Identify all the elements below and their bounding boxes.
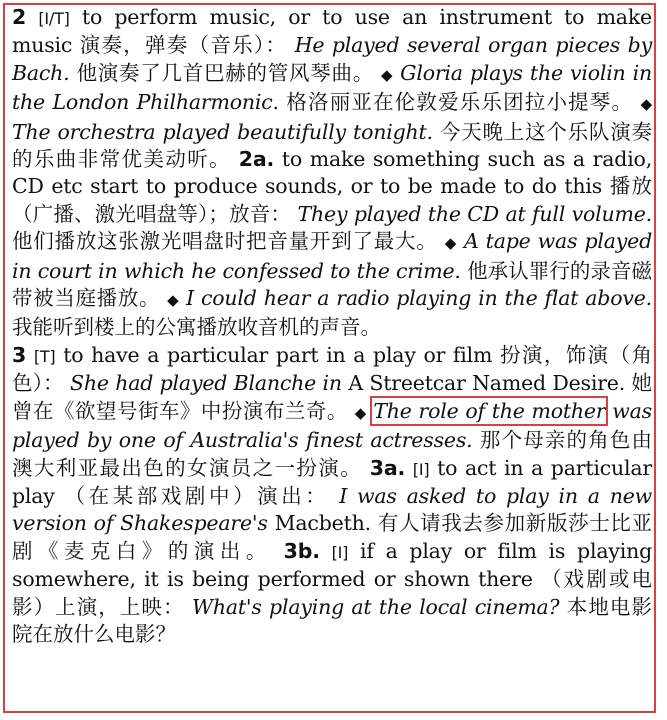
- sense-number: 3: [12, 342, 27, 367]
- definition: if a play or film is playing somewhere, it is being performed or shown there: [12, 538, 653, 592]
- separator-diamond: ◆: [354, 403, 367, 422]
- example-translation: 我能听到楼上的公寓播放收音机的声音。: [12, 315, 381, 340]
- grammar-code: [I]: [331, 542, 349, 562]
- example-translation: 他演奏了几首巴赫的管风琴曲。: [76, 60, 374, 85]
- example: I could hear a radio playing in the flat above.: [186, 286, 652, 311]
- translation: 扮演，饰演（角色）：: [12, 342, 652, 396]
- example: Gloria plays the violin in the London Philharmonic.: [12, 60, 652, 115]
- highlighted-phrase: The role of the mother: [373, 398, 606, 423]
- grammar-code: [I]: [412, 459, 430, 479]
- sense-number: 2a.: [238, 147, 275, 172]
- example-translation: 他们播放这张激光唱盘时把音量开到了最大。: [12, 229, 438, 254]
- example: The orchestra played beautifully tonight.: [12, 119, 433, 144]
- definition: to make something such as a radio, CD etc start to produce sounds, or to be made to do this: [12, 147, 653, 199]
- example: They played the CD at full volume.: [297, 201, 652, 226]
- translation: 播放（广播、激光唱盘等）；放音：: [12, 174, 652, 226]
- sense-number: 3a.: [369, 455, 406, 480]
- example-translation: 他承认罪行的录音磁带被当庭播放。: [12, 258, 653, 311]
- dictionary-entry-play: [12, 4, 652, 648]
- separator-diamond: ◆: [640, 95, 652, 114]
- definition: to perform music, or to use an instrument to make music: [12, 5, 652, 58]
- sense-3: [12, 342, 652, 648]
- definition: to have a particular part in a play or film: [63, 342, 493, 367]
- example: I was asked to play in a new version of Shakespeare's: [12, 483, 652, 536]
- example-translation: 格洛丽亚在伦敦爱乐乐团拉小提琴。: [286, 90, 634, 115]
- example: was played by one of Australia's finest actresses.: [12, 398, 652, 453]
- separator-diamond: ◆: [381, 65, 394, 84]
- translation: （在某部戏剧中）演出：: [64, 483, 330, 508]
- translation: （戏剧或电影）上演，上映：: [12, 567, 652, 619]
- grammar-code: [T]: [33, 346, 56, 366]
- separator-diamond: ◆: [167, 291, 180, 310]
- translation: 演奏，弹奏（音乐）：: [79, 33, 288, 58]
- work-title: A Streetcar Named Desire.: [348, 371, 626, 396]
- example: A tape was played in court in which he confessed to the crime.: [12, 229, 653, 283]
- grammar-code: [I/T]: [38, 9, 70, 28]
- work-title: Macbeth.: [274, 511, 371, 536]
- sense-number: 2: [12, 5, 27, 29]
- example-translation: 本地电影院在放什么电影？: [12, 594, 652, 646]
- separator-diamond: ◆: [444, 234, 457, 253]
- sense-2: [12, 4, 652, 342]
- example-translation: 今天晚上这个乐队演奏的乐曲非常优美动听。: [12, 119, 652, 172]
- example-translation: 那个母亲的角色由澳大利亚最出色的女演员之一扮演。: [12, 428, 652, 480]
- example: He played several organ pieces by Bach.: [12, 33, 652, 85]
- definition: to act in a particular play: [12, 455, 652, 508]
- sense-number: 3b.: [283, 538, 320, 563]
- example: What's playing at the local cinema?: [191, 594, 560, 619]
- example-translation: 有人请我去参加新版莎士比亚剧《麦克白》的演出。: [12, 511, 652, 563]
- example: She had played Blanche in: [70, 371, 342, 396]
- example-translation: 她曾在《欲望号街车》中扮演布兰奇。: [12, 371, 652, 423]
